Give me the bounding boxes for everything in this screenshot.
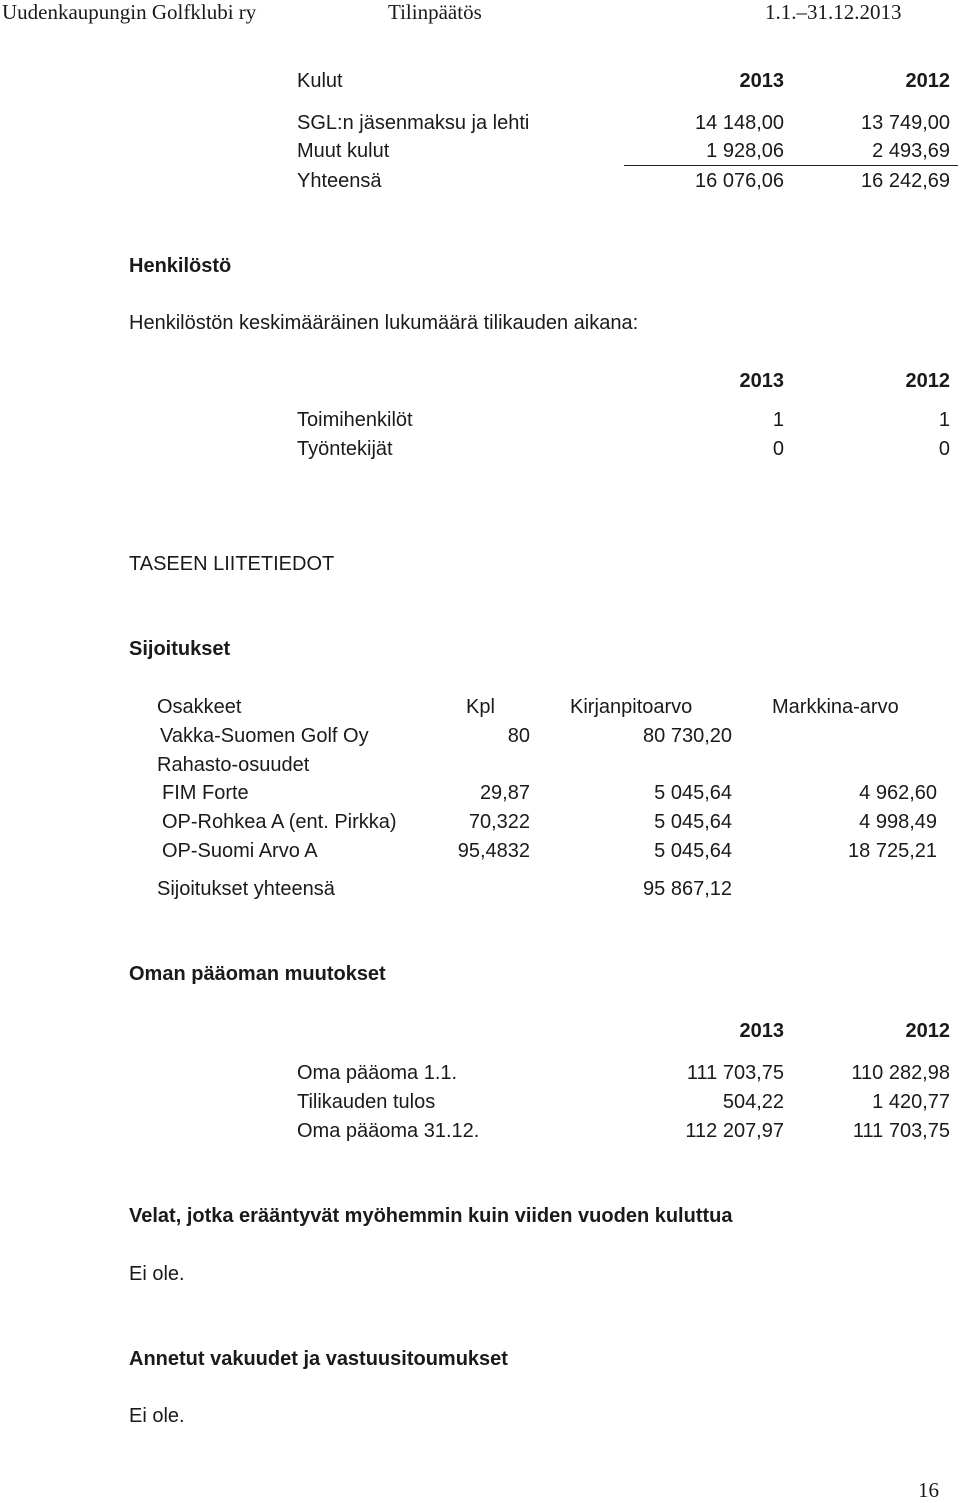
henkilosto-row-2012: 0 [938, 438, 950, 460]
kulut-row-value-2013: 14 148,00 [695, 112, 784, 134]
sijoitukset-header-kirjanpitoarvo: Kirjanpitoarvo [570, 696, 693, 718]
kulut-total-2012: 16 242,69 [861, 170, 950, 192]
header-period: 1.1.–31.12.2013 [765, 0, 902, 24]
sijoitus-row-kirjanpitoarvo: 80 730,20 [643, 725, 732, 747]
kulut-total-label: Yhteensä [297, 170, 382, 192]
sijoitus-row-name: Vakka-Suomen Golf Oy [160, 725, 369, 747]
henkilosto-row-2013: 1 [772, 409, 784, 431]
sijoitukset-header-kpl: Kpl [466, 696, 495, 718]
vakuudet-heading: Annetut vakuudet ja vastuusitoumukset [129, 1348, 508, 1370]
oma-paaoma-row-2013: 111 703,75 [686, 1062, 784, 1084]
sijoitukset-heading: Sijoitukset [129, 638, 231, 660]
henkilosto-col-2013: 2013 [739, 370, 784, 392]
velat-heading: Velat, jotka erääntyvät myöhemmin kuin viiden vuoden kuluttua [129, 1205, 733, 1227]
sijoitus-row-name: OP-Rohkea A (ent. Pirkka) [162, 811, 397, 833]
kulut-row-value-2012: 13 749,00 [861, 112, 950, 134]
henkilosto-intro: Henkilöstön keskimääräinen lukumäärä tilikauden aikana: [129, 312, 639, 334]
oma-paaoma-row-2013: 112 207,97 [685, 1120, 784, 1142]
sijoitus-row-kpl: 29,87 [479, 782, 530, 804]
oma-paaoma-row-2012: 1 420,77 [872, 1091, 950, 1113]
sijoitukset-header-name: Osakkeet [157, 696, 242, 718]
sijoitus-row-name: FIM Forte [162, 782, 249, 804]
kulut-total-2013: 16 076,06 [695, 170, 784, 192]
henkilosto-row-label: Toimihenkilöt [297, 409, 413, 431]
oma-paaoma-col-2013: 2013 [739, 1020, 784, 1042]
sijoitus-row-kpl: 70,322 [468, 811, 530, 833]
oma-paaoma-row-2012: 111 703,75 [852, 1120, 950, 1142]
kulut-sum-rule [624, 165, 958, 166]
sijoitus-row-kirjanpitoarvo: 5 045,64 [654, 782, 732, 804]
oma-paaoma-col-2012: 2012 [905, 1020, 950, 1042]
header-org: Uudenkaupungin Golfklubi ry [2, 0, 257, 24]
sijoitus-row-kirjanpitoarvo: 5 045,64 [654, 840, 732, 862]
vakuudet-text: Ei ole. [129, 1405, 185, 1427]
sijoitus-row-kirjanpitoarvo: 5 045,64 [654, 811, 732, 833]
henkilosto-row-2012: 1 [938, 409, 950, 431]
sijoitukset-header-markkina-arvo: Markkina-arvo [772, 696, 899, 718]
oma-paaoma-row-label: Oma pääoma 31.12. [297, 1120, 480, 1142]
sijoitus-row-kpl: 80 [507, 725, 530, 747]
sijoitus-row-markkina-arvo: 4 962,60 [859, 782, 937, 804]
sijoitus-row-name: OP-Suomi Arvo A [162, 840, 318, 862]
henkilosto-heading: Henkilöstö [129, 255, 232, 277]
header-doc-title: Tilinpäätös [388, 0, 482, 24]
velat-text: Ei ole. [129, 1263, 185, 1285]
sijoitus-row-name: Rahasto-osuudet [157, 754, 310, 776]
sijoitus-row-kpl: 95,4832 [457, 840, 530, 862]
kulut-col-2013: 2013 [739, 70, 784, 92]
oma-paaoma-row-label: Tilikauden tulos [297, 1091, 436, 1113]
oma-paaoma-row-label: Oma pääoma 1.1. [297, 1062, 458, 1084]
oma-paaoma-row-2013: 504,22 [722, 1091, 784, 1113]
oma-paaoma-row-2012: 110 282,98 [851, 1062, 950, 1084]
kulut-col-2012: 2012 [905, 70, 950, 92]
kulut-row-label: SGL:n jäsenmaksu ja lehti [297, 112, 530, 134]
kulut-row-value-2012: 2 493,69 [872, 140, 950, 162]
kulut-title: Kulut [297, 70, 343, 92]
taseen-heading: TASEEN LIITETIEDOT [129, 553, 335, 575]
kulut-row-label: Muut kulut [297, 140, 390, 162]
page-number: 16 [918, 1478, 939, 1502]
henkilosto-row-2013: 0 [772, 438, 784, 460]
sijoitus-row-markkina-arvo: 18 725,21 [848, 840, 937, 862]
sijoitukset-total-value: 95 867,12 [643, 878, 732, 900]
kulut-row-value-2013: 1 928,06 [706, 140, 784, 162]
henkilosto-col-2012: 2012 [905, 370, 950, 392]
sijoitukset-total-label: Sijoitukset yhteensä [157, 878, 335, 900]
henkilosto-row-label: Työntekijät [297, 438, 393, 460]
sijoitus-row-markkina-arvo: 4 998,49 [859, 811, 937, 833]
oma-paaoma-heading: Oman pääoman muutokset [129, 963, 386, 985]
